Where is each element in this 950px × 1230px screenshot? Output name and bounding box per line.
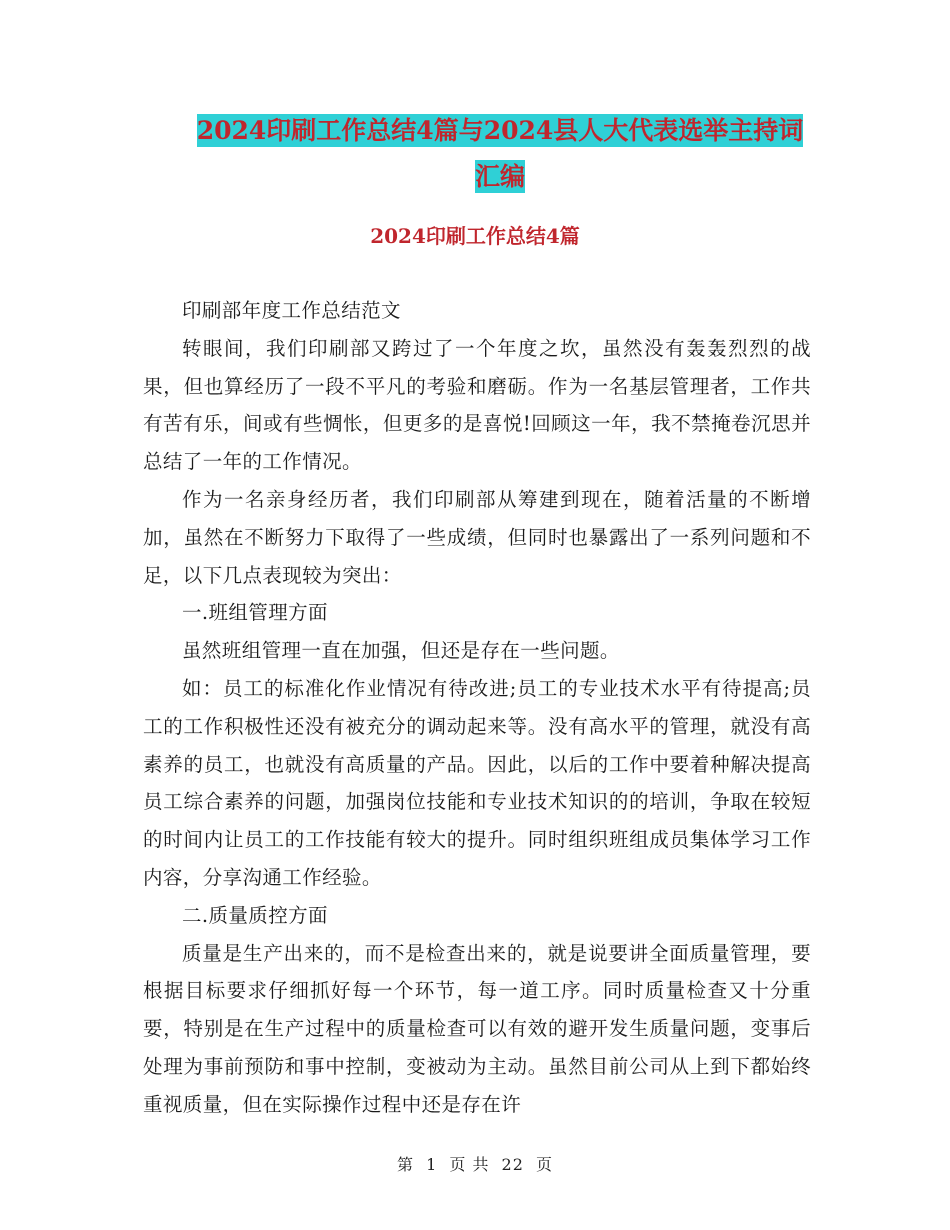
footer-suffix: 页	[536, 1155, 554, 1174]
footer-middle: 页 共	[449, 1155, 490, 1174]
footer-prefix: 第	[396, 1155, 414, 1174]
page-footer	[0, 1152, 950, 1175]
paragraph: 二.质量质控方面	[182, 903, 328, 927]
paragraph: 如：员工的标准化作业情况有待改进;员工的专业技术水平有待提高;员工的工作积极性还没有被充分的调动起来等。没有高水平的管理，就没有高素养的员工，也就没有高质量的产品。因此，以后的工作中要着种解决提高员工综合素养的问题，加强岗位技能和专业技术知识的的培训，争取在较短的时间内让员工的工作技能有较大的提升。同时组织班组成员集体学习工作内容，分享沟通工作经验。	[143, 676, 811, 889]
document-title	[140, 108, 860, 200]
paragraph: 一.班组管理方面	[182, 601, 328, 625]
paragraph: 作为一名亲身经历者，我们印刷部从筹建到现在，随着活量的不断增加，虽然在不断努力下取得了一些成绩，但同时也暴露出了一系列问题和不足，以下几点表现较为突出：	[143, 487, 811, 587]
paragraph: 虽然班组管理一直在加强，但还是存在一些问题。	[182, 639, 620, 663]
paragraph: 质量是生产出来的，而不是检查出来的，就是说要讲全面质量管理，要根据目标要求仔细抓好每一个环节，每一道工序。同时质量检查又十分重要，特别是在生产过程中的质量检查可以有效的避开发生质量问题，变事后处理为事前预防和事中控制，变被动为主动。虽然目前公司从上到下都始终重视质量，但在实际操作过程中还是存在许	[143, 941, 811, 1116]
paragraph: 印刷部年度工作总结范文	[182, 299, 401, 322]
section-title: 2024印刷工作总结4篇	[370, 224, 580, 248]
footer-total-pages: 22	[501, 1155, 524, 1174]
document-title-line2: 汇编	[474, 162, 525, 191]
paragraph: 转眼间，我们印刷部又跨过了一个年度之坎，虽然没有轰轰烈烈的战果，但也算经历了一段不平凡的考验和磨砺。作为一名基层管理者，工作共有苦有乐，间或有些惆怅，但更多的是喜悦!回顾这一年，我不禁掩卷沉思并总结了一年的工作情况。	[143, 336, 811, 474]
footer-page-number: 1	[426, 1155, 438, 1174]
document-body	[143, 292, 811, 1124]
document-title-line1: 2024印刷工作总结4篇与2024县人大代表选举主持词	[196, 116, 804, 145]
